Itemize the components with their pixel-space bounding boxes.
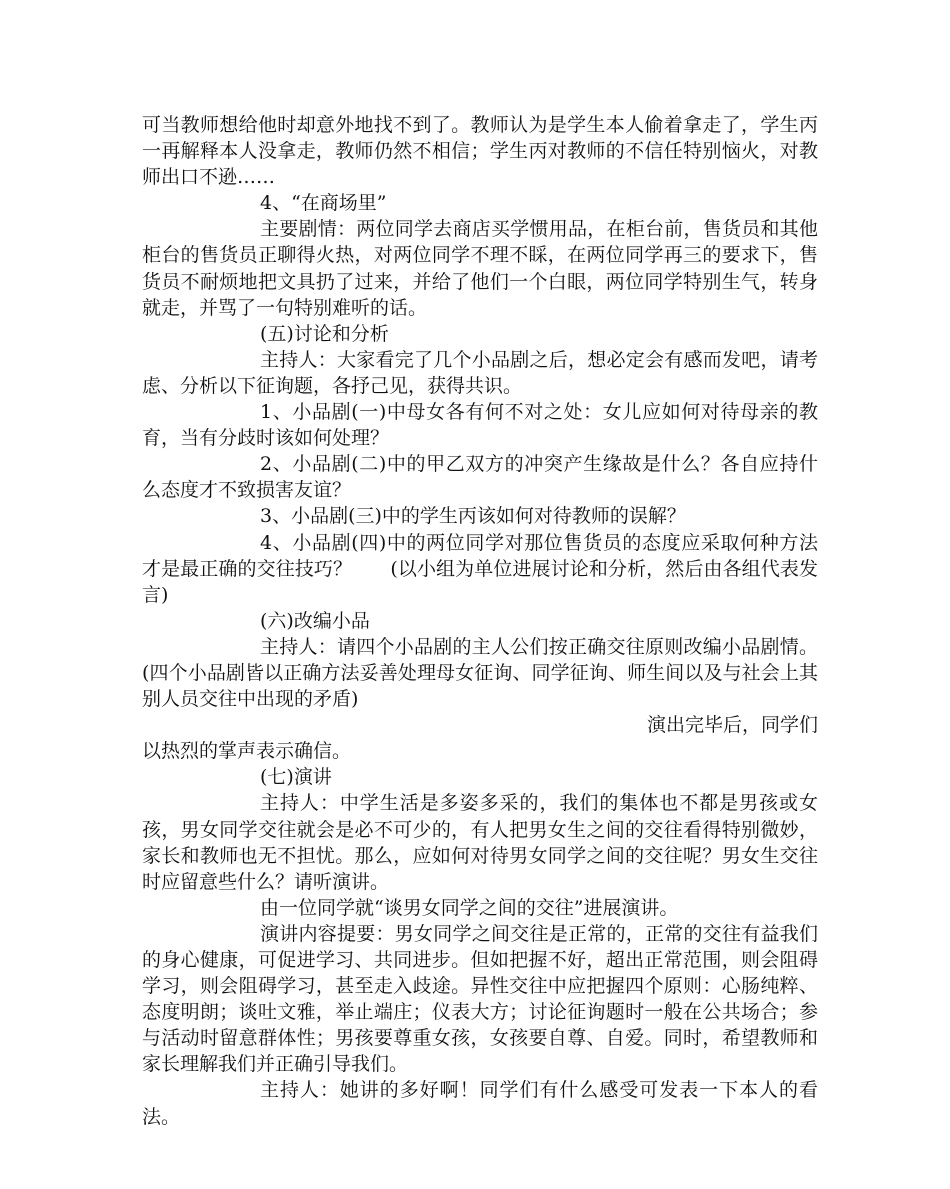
section-heading: (七)演讲 bbox=[260, 766, 332, 789]
question-item: 3、小品剧(三)中的学生丙该如何对待教师的误解？ bbox=[260, 505, 686, 528]
paragraph: 由一位同学就“谈男女同学之间的交往”进展演讲。 bbox=[260, 896, 679, 919]
section-heading: (六)改编小品 bbox=[260, 609, 370, 632]
section-heading: (五)讨论和分析 bbox=[260, 322, 389, 345]
question-item: 2、小品剧(二)中的甲乙双方的冲突产生缘故是什么？各自应持什么态度才不致损害友谊？ bbox=[142, 453, 818, 502]
paragraph: 主持人：她讲的多好啊！同学们有什么感受可发表一下本人的看法。 bbox=[142, 1079, 818, 1128]
section-heading: 4、“在商场里” bbox=[260, 192, 387, 215]
paragraph: 演讲内容提要：男女同学之间交往是正常的，正常的交往有益我们的身心健康，可促进学习、共同进步。但如把握不好，超出正常范围，则会阻碍学习，则会阻碍学习，甚至走入歧途。异性交往中应把握四个原则：心肠纯粹、态度明朗；谈吐文雅，举止端庄；仪表大方；讨论征询题时一般在公共场合；参与活动时留意群体性；男孩要尊重女孩，女孩要自尊、自爱。同时，希望教师和家长理解我们并正确引导我们。 bbox=[142, 922, 818, 1076]
paragraph: 主持人：请四个小品剧的主人公们按正确交往原则改编小品剧情。(四个小品剧皆以正确方法妥善处理母女征询、同学征询、师生间以及与社会上其别人员交往中出现的矛盾) bbox=[142, 635, 818, 711]
paragraph: 以热烈的掌声表示确信。 bbox=[142, 740, 352, 763]
paragraph: 主持人：大家看完了几个小品剧之后，想必定会有感而发吧，请考虑、分析以下征询题，各抒己见，获得共识。 bbox=[142, 348, 818, 397]
question-item: 4、小品剧(四)中的两位同学对那位售货员的态度应采取何种方法才是最正确的交往技巧？ (以小组为单位进展讨论和分析，然后由各组代表发言) bbox=[142, 531, 818, 606]
paragraph-right-aligned: 演出完毕后，同学们 bbox=[646, 714, 818, 737]
paragraph: 可当教师想给他时却意外地找不到了。教师认为是学生本人偷着拿走了，学生丙一再解释本人没拿走，教师仍然不相信；学生丙对教师的不信任特别恼火，对教师出口不逊…… bbox=[142, 114, 818, 189]
paragraph: 主持人：中学生活是多姿多采的，我们的集体也不都是男孩或女孩，男女同学交往就会是必不可少的，有人把男女生之间的交往看得特别微妙，家长和教师也无不担忧。那么，应如何对待男女同学之间的交往呢？男女生交往时应留意些什么？请听演讲。 bbox=[142, 792, 818, 893]
question-item: 1、小品剧(一)中母女各有何不对之处：女儿应如何对待母亲的教育，当有分歧时该如何处理？ bbox=[142, 401, 818, 450]
paragraph: 主要剧情：两位同学去商店买学惯用品，在柜台前，售货员和其他柜台的售货员正聊得火热，对两位同学不理不睬，在两位同学再三的要求下，售货员不耐烦地把文具扔了过来，并给了他们一个白眼，两位同学特别生气，转身就走，并骂了一句特别难听的话。 bbox=[142, 218, 818, 319]
document-page bbox=[142, 112, 818, 1130]
